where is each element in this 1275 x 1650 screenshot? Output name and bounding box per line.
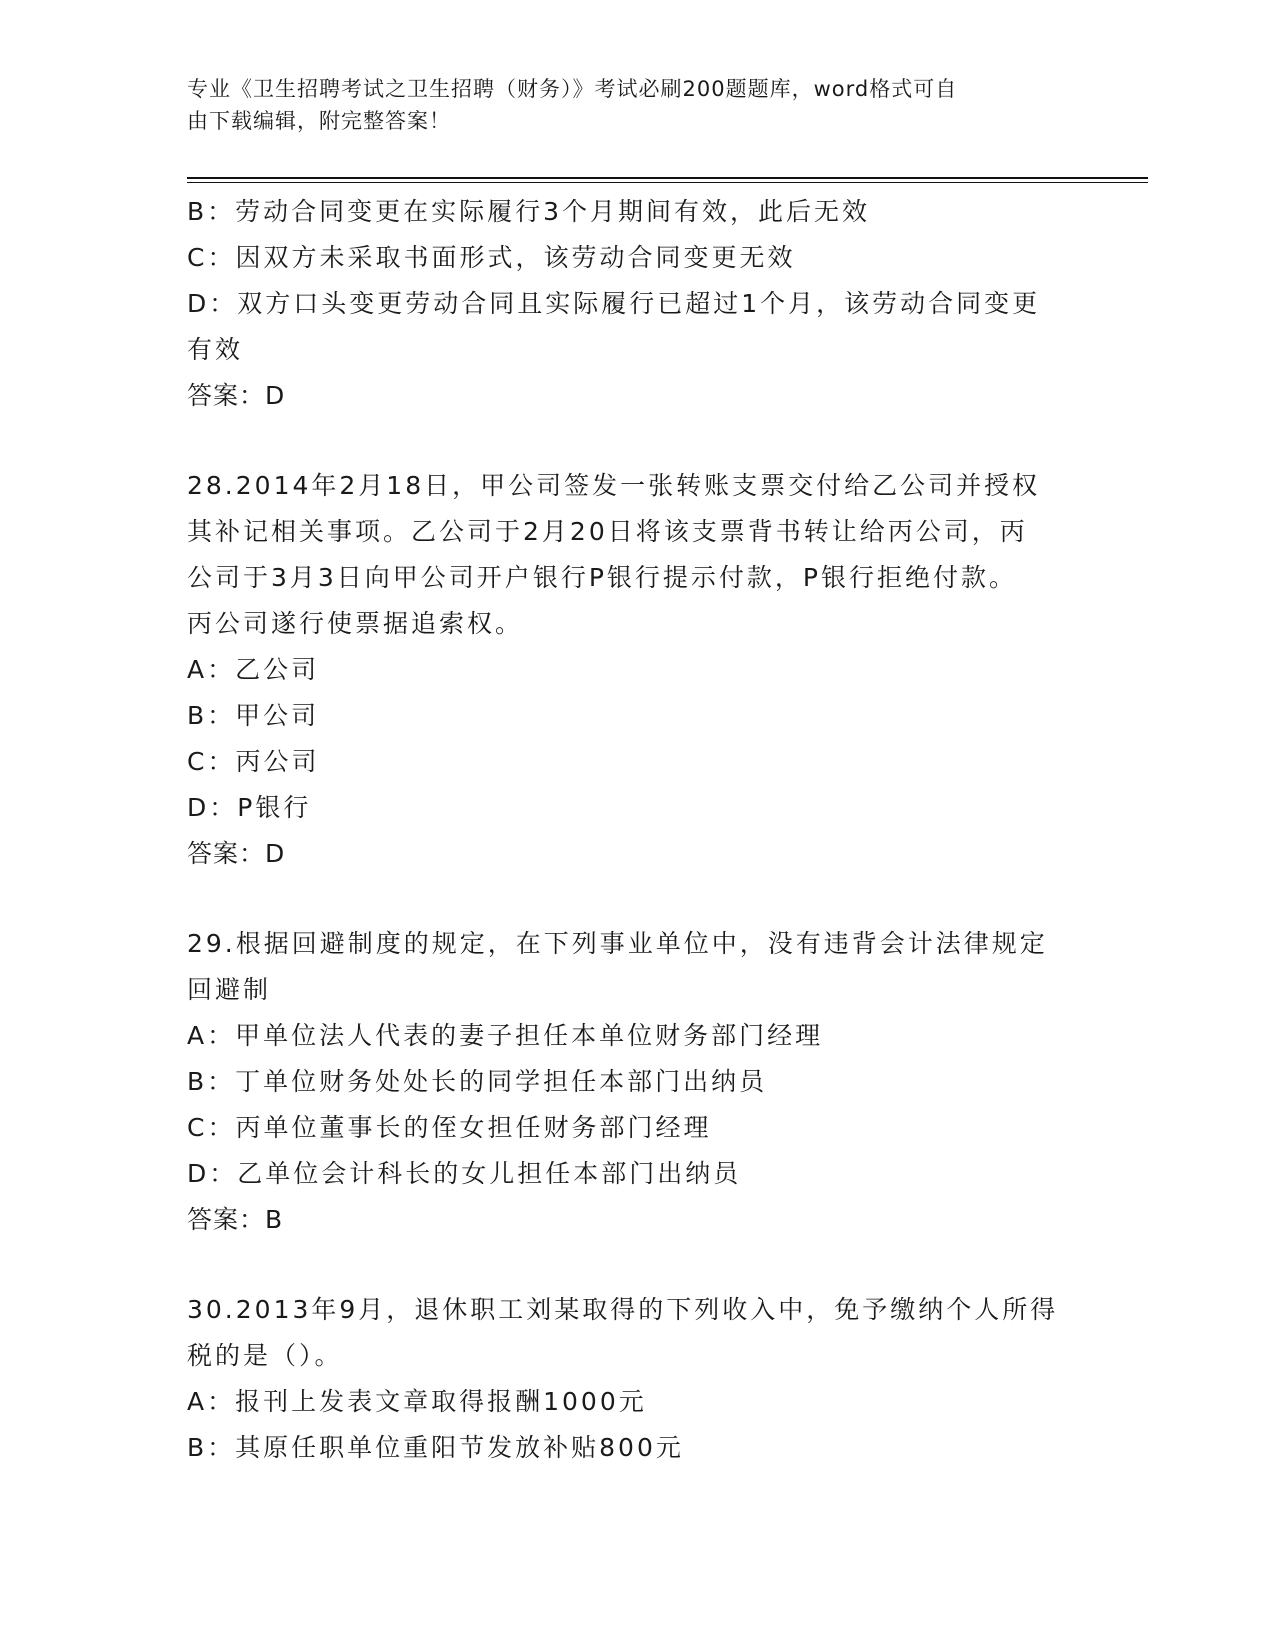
question-stem-line-2: 税的是（）。 — [187, 1341, 343, 1370]
question-stem-line-3: 公司于3月3日向甲公司开户银行P银行提示付款，P银行拒绝付款。 — [187, 563, 1017, 592]
spacer — [187, 1243, 1087, 1287]
option-b: B：劳动合同变更在实际履行3个月期间有效，此后无效 — [187, 197, 871, 226]
question-stem-line-2: 其补记相关事项。乙公司于2月20日将该支票背书转让给丙公司，丙 — [187, 517, 1028, 546]
question-stem: 30.2013年9月，退休职工刘某取得的下列收入中，免予缴纳个人所得 — [187, 1295, 1059, 1324]
page-header — [187, 73, 1067, 137]
option-b: B：其原任职单位重阳节发放补贴800元 — [187, 1433, 684, 1462]
header-line-1: 专业《卫生招聘考试之卫生招聘（财务）》考试必刷200题题库，word格式可自 — [187, 77, 958, 101]
option-a: A：甲单位法人代表的妻子担任本单位财务部门经理 — [187, 1021, 824, 1050]
header-rule-thick — [187, 177, 1148, 179]
spacer — [187, 419, 1087, 463]
option-d: D：乙单位会计科长的女儿担任本部门出纳员 — [187, 1159, 742, 1188]
option-a: A：报刊上发表文章取得报酬1000元 — [187, 1387, 647, 1416]
question-30 — [187, 1287, 1087, 1471]
header-rule-thin — [187, 182, 1148, 183]
option-c: C：因双方未采取书面形式，该劳动合同变更无效 — [187, 243, 796, 272]
option-b: B：丁单位财务处处长的同学担任本部门出纳员 — [187, 1067, 768, 1096]
option-b: B：甲公司 — [187, 701, 320, 730]
question-28 — [187, 463, 1087, 877]
option-d-continued: 有效 — [187, 335, 244, 364]
question-stem: 28.2014年2月18日，甲公司签发一张转账支票交付给乙公司并授权 — [187, 471, 1041, 500]
question-list — [187, 189, 1087, 1471]
option-d: D：P银行 — [187, 793, 312, 822]
question-stem-line-2: 回避制 — [187, 975, 272, 1004]
header-line-2: 由下载编辑，附完整答案！ — [187, 109, 451, 133]
question-stem: 29.根据回避制度的规定，在下列事业单位中，没有违背会计法律规定 — [187, 929, 1048, 958]
question-27 — [187, 189, 1087, 419]
option-c: C：丙单位董事长的侄女担任财务部门经理 — [187, 1113, 712, 1142]
answer: 答案：D — [187, 839, 286, 868]
answer: 答案：B — [187, 1205, 284, 1234]
spacer — [187, 877, 1087, 921]
option-c: C：丙公司 — [187, 747, 320, 776]
question-stem-line-4: 丙公司遂行使票据追索权。 — [187, 609, 524, 638]
option-d: D：双方口头变更劳动合同且实际履行已超过1个月，该劳动合同变更 — [187, 289, 1041, 318]
answer: 答案：D — [187, 381, 286, 410]
option-a: A：乙公司 — [187, 655, 320, 684]
question-29 — [187, 921, 1087, 1243]
